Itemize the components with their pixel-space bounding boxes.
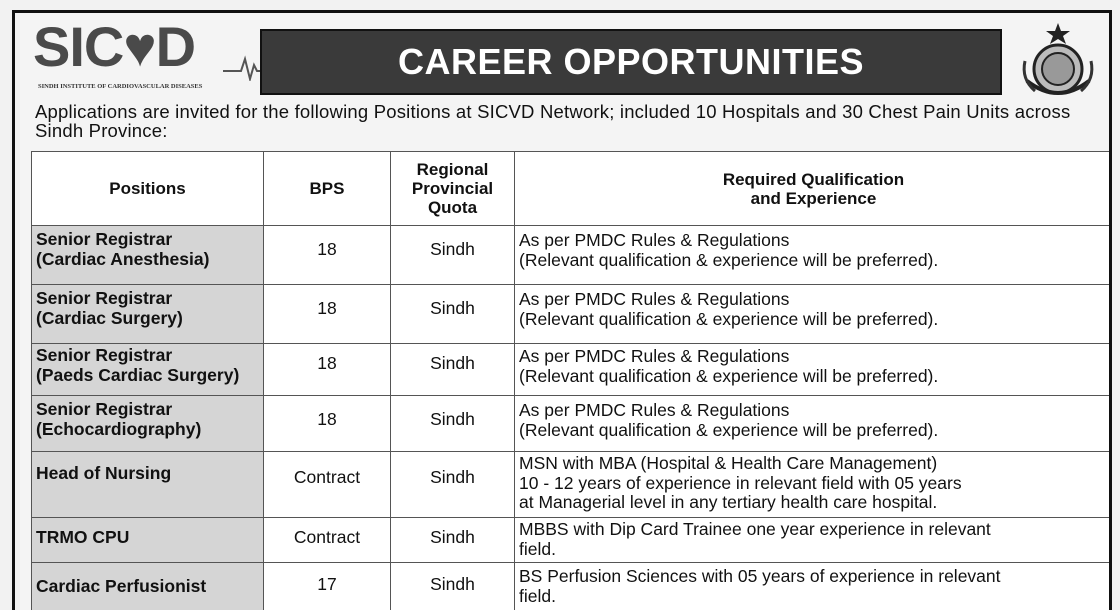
- qualification-line: BS Perfusion Sciences with 05 years of experience in relevant: [519, 566, 1001, 586]
- bps-cell: Contract: [264, 452, 391, 518]
- position-title: Senior Registrar: [36, 288, 173, 308]
- qualification-line: As per PMDC Rules & Regulations: [519, 346, 790, 366]
- position-cell: [32, 452, 264, 518]
- qualification-cell: [515, 518, 1113, 563]
- qualification-cell: [515, 226, 1113, 285]
- positions-table: [31, 151, 1112, 610]
- quota-cell: Sindh: [391, 226, 515, 285]
- position-title: Senior Registrar: [36, 229, 173, 249]
- bps-cell: Contract: [264, 518, 391, 563]
- table-row: [32, 285, 1113, 344]
- position-cell: [32, 226, 264, 285]
- table-header-row: [32, 152, 1113, 226]
- qualification-cell: [515, 344, 1113, 396]
- position-cell: [32, 285, 264, 344]
- qualification-line: 10 - 12 years of experience in relevant field with 05 years: [519, 472, 962, 493]
- bps-cell: 18: [264, 344, 391, 396]
- position-subtitle: (Cardiac Anesthesia): [36, 248, 210, 269]
- qualification-line: (Relevant qualification & experience will be preferred).: [519, 308, 939, 329]
- position-subtitle: (Paeds Cardiac Surgery): [36, 364, 240, 385]
- position-cell: [32, 518, 264, 563]
- position-title: Head of Nursing: [36, 463, 172, 483]
- intro-text: Applications are invited for the following Positions at SICVD Network; included 10 Hospitals and 30 Chest Pain Units across Sindh Province:: [35, 101, 1071, 141]
- position-cell: [32, 344, 264, 396]
- header-qual-line1: Required Qualification: [722, 169, 905, 189]
- position-subtitle: (Cardiac Surgery): [36, 307, 183, 328]
- qualification-line: MSN with MBA (Hospital & Health Care Management): [519, 453, 938, 473]
- qualification-cell: [515, 452, 1113, 518]
- qualification-line: As per PMDC Rules & Regulations: [519, 289, 790, 309]
- position-title: Senior Registrar: [36, 345, 173, 365]
- sicvd-logo: [33, 17, 273, 101]
- qualification-cell: [515, 285, 1113, 344]
- quota-cell: Sindh: [391, 285, 515, 344]
- position-title: Senior Registrar: [36, 399, 173, 419]
- quota-cell: Sindh: [391, 452, 515, 518]
- bps-cell: 18: [264, 396, 391, 452]
- qualification-line: MBBS with Dip Card Trainee one year experience in relevant: [519, 519, 991, 539]
- table-row: [32, 396, 1113, 452]
- header-quota-line1: Regional: [416, 160, 489, 179]
- qualification-line: field.: [519, 538, 556, 559]
- qualification-line: (Relevant qualification & experience will be preferred).: [519, 365, 939, 386]
- position-title: Cardiac Perfusionist: [36, 576, 207, 596]
- table-row: [32, 226, 1113, 285]
- position-subtitle: (Echocardiography): [36, 418, 202, 439]
- header-qual-line2: and Experience: [750, 188, 877, 208]
- table-row: [32, 563, 1113, 610]
- qualification-cell: [515, 563, 1113, 610]
- position-cell: [32, 396, 264, 452]
- quota-cell: Sindh: [391, 396, 515, 452]
- qualification-line: field.: [519, 585, 556, 606]
- government-of-sindh-emblem-icon: [1015, 21, 1101, 101]
- advertisement-frame: [12, 10, 1112, 610]
- header-bps: BPS: [264, 152, 391, 226]
- qualification-line: (Relevant qualification & experience will be preferred).: [519, 419, 939, 440]
- table-row: [32, 344, 1113, 396]
- bps-cell: 18: [264, 226, 391, 285]
- page-title: CAREER OPPORTUNITIES: [260, 29, 1002, 95]
- qualification-line: (Relevant qualification & experience will be preferred).: [519, 249, 939, 270]
- header-quota-line3: Quota: [427, 198, 478, 217]
- table-row: [32, 518, 1113, 563]
- quota-cell: Sindh: [391, 518, 515, 563]
- position-title: TRMO CPU: [36, 527, 130, 547]
- header-quota: [391, 152, 515, 226]
- qualification-line: As per PMDC Rules & Regulations: [519, 230, 790, 250]
- logo-text: SIC♥D: [33, 15, 196, 78]
- qualification-line: As per PMDC Rules & Regulations: [519, 400, 790, 420]
- logo-subtitle: SINDH INSTITUTE OF CARDIOVASCULAR DISEASES: [38, 83, 203, 90]
- quota-cell: Sindh: [391, 563, 515, 610]
- header-quota-line2: Provincial: [411, 179, 494, 198]
- qualification-line: at Managerial level in any tertiary health care hospital.: [519, 492, 938, 512]
- header-positions: Positions: [32, 152, 264, 226]
- bps-cell: 17: [264, 563, 391, 610]
- table-row: [32, 452, 1113, 518]
- bps-cell: 18: [264, 285, 391, 344]
- header-qualification: [515, 152, 1113, 226]
- qualification-cell: [515, 396, 1113, 452]
- position-cell: [32, 563, 264, 610]
- quota-cell: Sindh: [391, 344, 515, 396]
